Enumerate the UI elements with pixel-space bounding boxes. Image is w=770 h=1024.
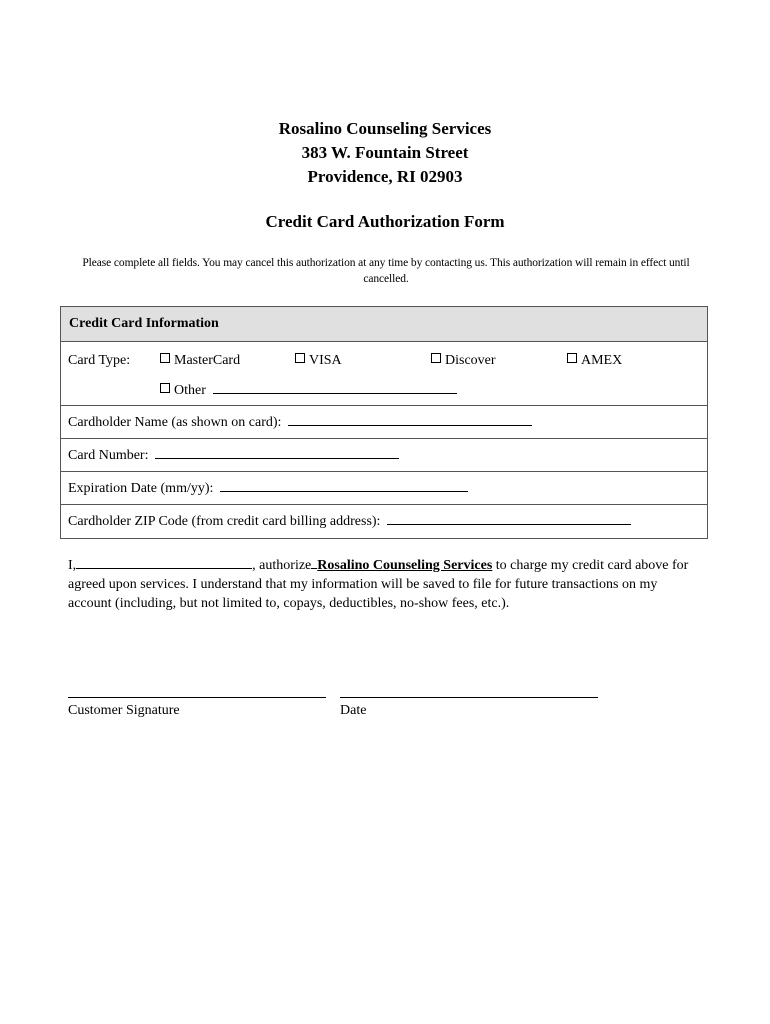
other-field[interactable]	[213, 381, 457, 394]
cardholder-name-label: Cardholder Name (as shown on card):	[68, 415, 282, 430]
company-name: Rosalino Counseling Services	[278, 119, 492, 138]
zip-label: Cardholder ZIP Code (from credit card billing address):	[68, 514, 381, 529]
card-number-row	[61, 439, 707, 472]
option-other[interactable]	[160, 381, 457, 399]
card-number-label: Card Number:	[68, 448, 149, 463]
option-visa-label: VISA	[309, 353, 342, 368]
zip-row	[61, 505, 707, 538]
expiration-row	[61, 472, 707, 505]
date-line[interactable]	[340, 697, 598, 698]
intro-text: Please complete all fields. You may cancel this authorization at any time by contacting us. This authorization will remain in effect until cancelled.	[82, 257, 690, 285]
option-amex[interactable]	[567, 353, 622, 369]
auth-suffix: to charge my credit card above for agreed upon services. I understand that my information will be saved to file for future transactions on my account (including, but not limited to, copays, deductibles, no-show fees, etc.).	[68, 558, 689, 611]
option-discover[interactable]	[431, 353, 496, 369]
card-number-field[interactable]	[155, 446, 399, 459]
checkbox-visa[interactable]	[295, 353, 305, 363]
card-type-row	[61, 342, 707, 406]
company-address: 383 W. Fountain Street	[301, 143, 469, 162]
cardholder-name-row	[61, 406, 707, 439]
option-mastercard-label: MasterCard	[174, 353, 241, 368]
card-type-label: Card Type:	[68, 353, 131, 368]
customer-name-field[interactable]	[76, 556, 252, 569]
auth-prefix: I,	[68, 558, 77, 573]
auth-authorize: , authorize	[252, 558, 312, 573]
credit-card-heading: Credit Card Information	[61, 307, 707, 342]
expiration-label: Expiration Date (mm/yy):	[68, 481, 214, 496]
credit-card-table	[60, 306, 708, 539]
zip-field[interactable]	[387, 512, 631, 525]
company-city: Providence, RI 02903	[307, 167, 463, 186]
option-discover-label: Discover	[445, 353, 496, 368]
checkbox-amex[interactable]	[567, 353, 577, 363]
checkbox-discover[interactable]	[431, 353, 441, 363]
option-visa[interactable]	[295, 353, 342, 369]
option-mastercard[interactable]	[160, 353, 240, 369]
checkbox-mastercard[interactable]	[160, 353, 170, 363]
form-title: Credit Card Authorization Form	[265, 212, 505, 231]
expiration-field[interactable]	[220, 479, 468, 492]
authorization-paragraph	[68, 556, 698, 613]
auth-company: Rosalino Counseling Services	[317, 558, 493, 573]
option-amex-label: AMEX	[581, 353, 623, 368]
option-other-label: Other	[174, 383, 206, 398]
customer-signature-label: Customer Signature	[68, 703, 180, 718]
checkbox-other[interactable]	[160, 383, 170, 393]
customer-signature-line[interactable]	[68, 697, 326, 698]
date-label: Date	[340, 703, 367, 718]
cardholder-name-field[interactable]	[288, 413, 532, 426]
